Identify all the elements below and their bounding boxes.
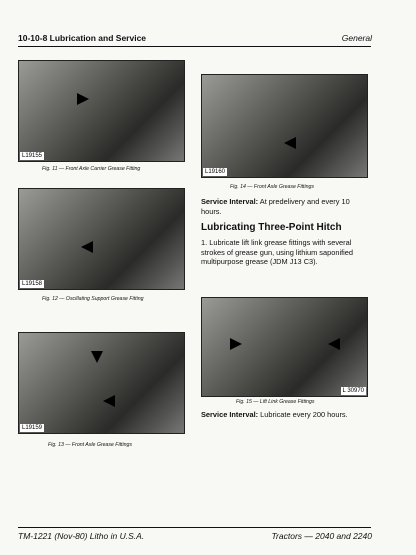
figure-13-photo — [18, 332, 185, 434]
figure-15-tag: L 30970 — [342, 388, 364, 394]
service-interval-label: Service Interval: — [201, 197, 259, 206]
arrow-icon — [77, 93, 89, 105]
lubrication-instruction: 1. Lubricate lift link grease fittings with several strokes of grease gun, using lithium saponified multipurpose grease (JDM J13 C3). — [201, 238, 354, 267]
service-interval-label: Service Interval: — [201, 410, 259, 419]
arrow-icon — [230, 338, 242, 350]
footer-model: Tractors — 2040 and 2240 — [271, 531, 372, 541]
service-interval-text: At predelivery and every 10 hours. — [201, 197, 350, 216]
arrow-icon — [91, 351, 103, 363]
footer-document-id: TM-1221 (Nov-80) Litho in U.S.A. — [18, 531, 145, 541]
header-category: General — [341, 33, 372, 43]
figure-12-caption: Fig. 12 — Oscillating Support Grease Fitting — [42, 296, 144, 302]
figure-15-caption: Fig. 15 — Lift Link Grease Fittings — [236, 399, 315, 405]
figure-11-caption: Fig. 11 — Front Axle Carrier Grease Fitting — [42, 166, 141, 172]
header-section-title: 10-10-8 Lubrication and Service — [18, 33, 147, 43]
figure-14-photo — [201, 74, 368, 178]
figure-12-tag: L19158 — [22, 281, 43, 287]
section-heading: Lubricating Three-Point Hitch — [201, 222, 342, 233]
figure-13-tag: L19159 — [22, 425, 43, 431]
service-interval-text: Lubricate every 200 hours. — [260, 410, 348, 419]
footer-rule — [18, 527, 371, 528]
arrow-icon — [284, 137, 296, 149]
figure-15-photo — [201, 297, 368, 397]
service-interval-200h — [201, 410, 369, 420]
figure-11-photo — [18, 60, 185, 162]
figure-13-caption: Fig. 13 — Front Axle Grease Fittings — [48, 442, 132, 448]
arrow-icon — [328, 338, 340, 350]
arrow-icon — [81, 241, 93, 253]
figure-12-photo — [18, 188, 185, 290]
service-interval-predelivery — [201, 197, 369, 216]
figure-11-tag: L19155 — [22, 153, 43, 159]
figure-14-caption: Fig. 14 — Front Axle Grease Fittings — [230, 184, 314, 190]
figure-14-tag: L19160 — [205, 169, 226, 175]
arrow-icon — [103, 395, 115, 407]
header-rule — [18, 46, 371, 47]
